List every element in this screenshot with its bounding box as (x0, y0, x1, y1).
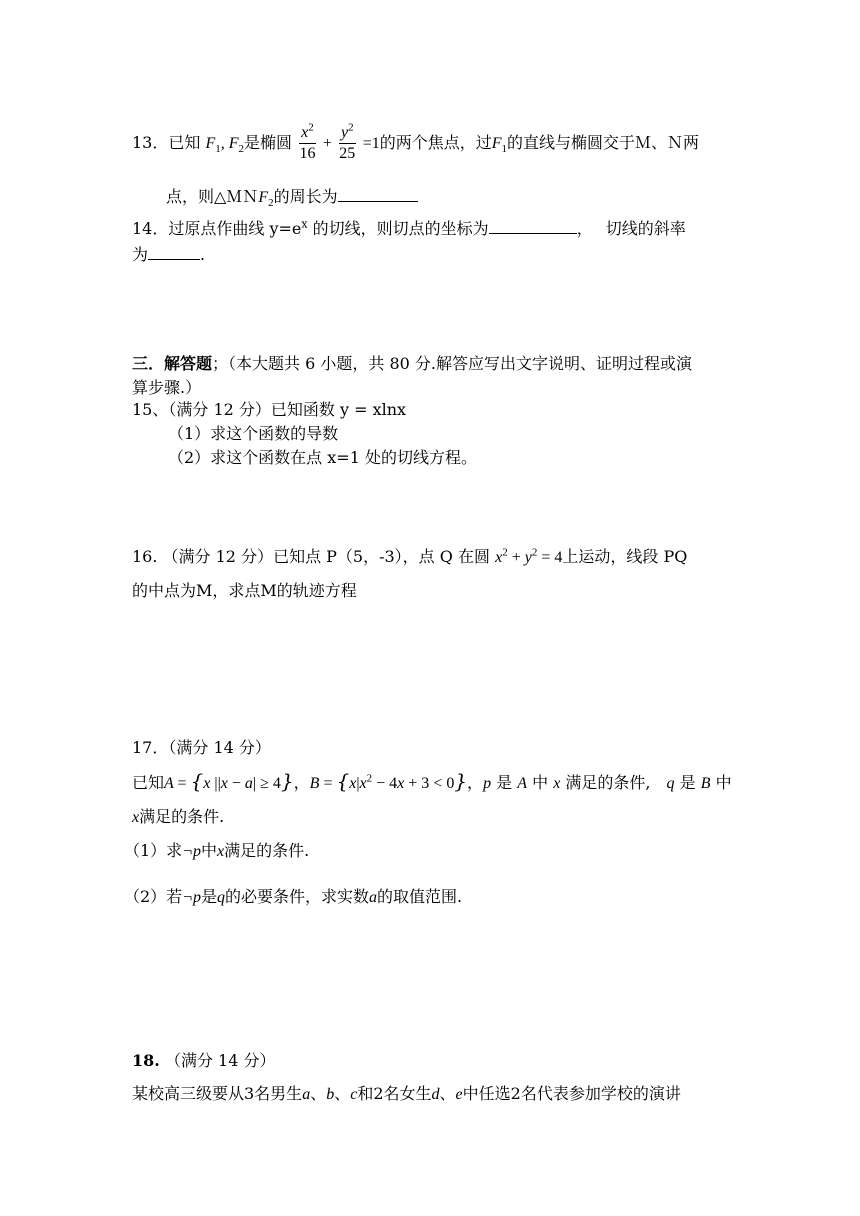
section-heading: 三．解答题 (132, 354, 213, 373)
q16-line2: 的中点为M，求点M的轨迹方程 (132, 581, 357, 600)
q13-line1: 13．已知 $F_1$, $F_2$是椭圆 $\frac{x^2}{16}$ + $\frac{y^2}{25}$ =1的两个焦点，过$F_1$的直线与椭圆交于Ｍ、Ｎ两 (132, 121, 700, 162)
circle-equation: $x^2 + y^2 = 4$ (495, 546, 563, 566)
q16-line1 (132, 546, 687, 569)
q18-text: 中任选2名代表参加学校的演讲 (462, 1084, 681, 1103)
q18-text: （满分 14 分） (164, 1051, 276, 1070)
q17-text: 的取值范围. (377, 887, 463, 906)
section3-line2 (132, 377, 201, 399)
q17-text: 已知 (132, 773, 165, 792)
q16-text: 16. （满分 12 分）已知点 P（5，-3），点 Q 在圆 (132, 547, 490, 566)
q17-text: 是 (200, 887, 217, 906)
q17-text: 满足的条件. (139, 807, 225, 826)
answer-blank[interactable] (148, 243, 200, 260)
q17-part1: （1）求¬p中x满足的条件. (124, 841, 310, 860)
foci-symbols: $F_1$, $F_2$ (205, 135, 245, 156)
q17-text: 的必要条件，求实数 (225, 887, 370, 906)
q15-part1: （1）求这个函数的导数 (168, 424, 339, 443)
q13-line2: 点，则△ＭＮF$_2$的周长为 (166, 185, 418, 209)
q14-text: . (200, 245, 206, 264)
q17-text: ， (467, 773, 484, 792)
q13-text: 的两个焦点，过 (379, 133, 492, 152)
exponent-x: x (301, 217, 308, 231)
q17-text: （1）求 (124, 841, 183, 860)
q17-text: 是 (674, 773, 701, 792)
q14-text: 为 (132, 245, 149, 264)
q17-text: 中 (200, 841, 217, 860)
q15-title: 15、（满分 12 分）已知函数 y = xlnx (132, 400, 407, 419)
section-note: 算步骤.） (132, 378, 202, 397)
q14-line2 (132, 243, 205, 266)
q18-line1: 某校高三级要从3名男生a、b、c和2名女生d、e中任选2名代表参加学校的演讲 (132, 1084, 681, 1103)
q15-part2: （2）求这个函数在点 x=1 处的切线方程。 (168, 448, 477, 467)
q13-text: 点，则△ＭＮ (166, 187, 259, 206)
q17-line1: 已知A = {x ||x − a| ≥ 4}，$B = \{x|x^2 - 4x + 3 < 0\}$，p 是 A 中 x 满足的条件, q 是 B 中 (132, 769, 732, 793)
q17-part2: （2）若¬p是q的必要条件，求实数a的取值范围. (124, 887, 463, 906)
q13-number: 13． (132, 133, 169, 152)
section-note: ；（本大题共 6 小题，共 80 分.解答应写出文字说明、证明过程或演 (212, 354, 692, 373)
set-a: A = {x ||x − a| ≥ 4} (164, 769, 294, 793)
q18-number: 18. (132, 1051, 160, 1070)
answer-blank[interactable] (489, 217, 577, 234)
set-b: $B = \{x|x^2 - 4x + 3 < 0\}$ (309, 769, 468, 793)
q14-text: 14．过原点作曲线 y=e (132, 219, 302, 238)
fraction-y2-25: $\frac{y^2}{25}$ (339, 121, 356, 162)
q18-text: 和2名女生 (357, 1084, 432, 1103)
q18-title (132, 1050, 275, 1072)
q13-text: 的周长为 (273, 187, 338, 206)
q14-text: 的切线，则切点的坐标为 (307, 219, 489, 238)
q13-text: 的直线与椭圆交于Ｍ、Ｎ两 (507, 133, 700, 152)
q17-text: 中 (710, 773, 732, 792)
fraction-x2-16: $\frac{x^2}{16}$ (299, 121, 316, 162)
q17-text: ， (293, 773, 310, 792)
q14-line1 (132, 217, 686, 240)
q17-text: 中 (527, 773, 554, 792)
q17-line2: x满足的条件. (132, 807, 225, 826)
q13-text: 已知 (168, 133, 201, 152)
q17-text: （2）若 (124, 887, 183, 906)
q18-text: 某校高三级要从3名男生 (132, 1084, 303, 1103)
q16-text: 上运动，线段 PQ (562, 547, 688, 566)
section3-line1 (132, 353, 692, 375)
q13-text: 是椭圆 (244, 133, 293, 152)
q17-text: 满足的条件, (560, 773, 667, 792)
q17-text: 满足的条件. (224, 841, 310, 860)
q14-text: ， 切线的斜率 (576, 219, 686, 238)
q17-text: 是 (491, 773, 518, 792)
q17-title: 17．（满分 14 分） (132, 738, 271, 757)
answer-blank[interactable] (338, 185, 418, 202)
